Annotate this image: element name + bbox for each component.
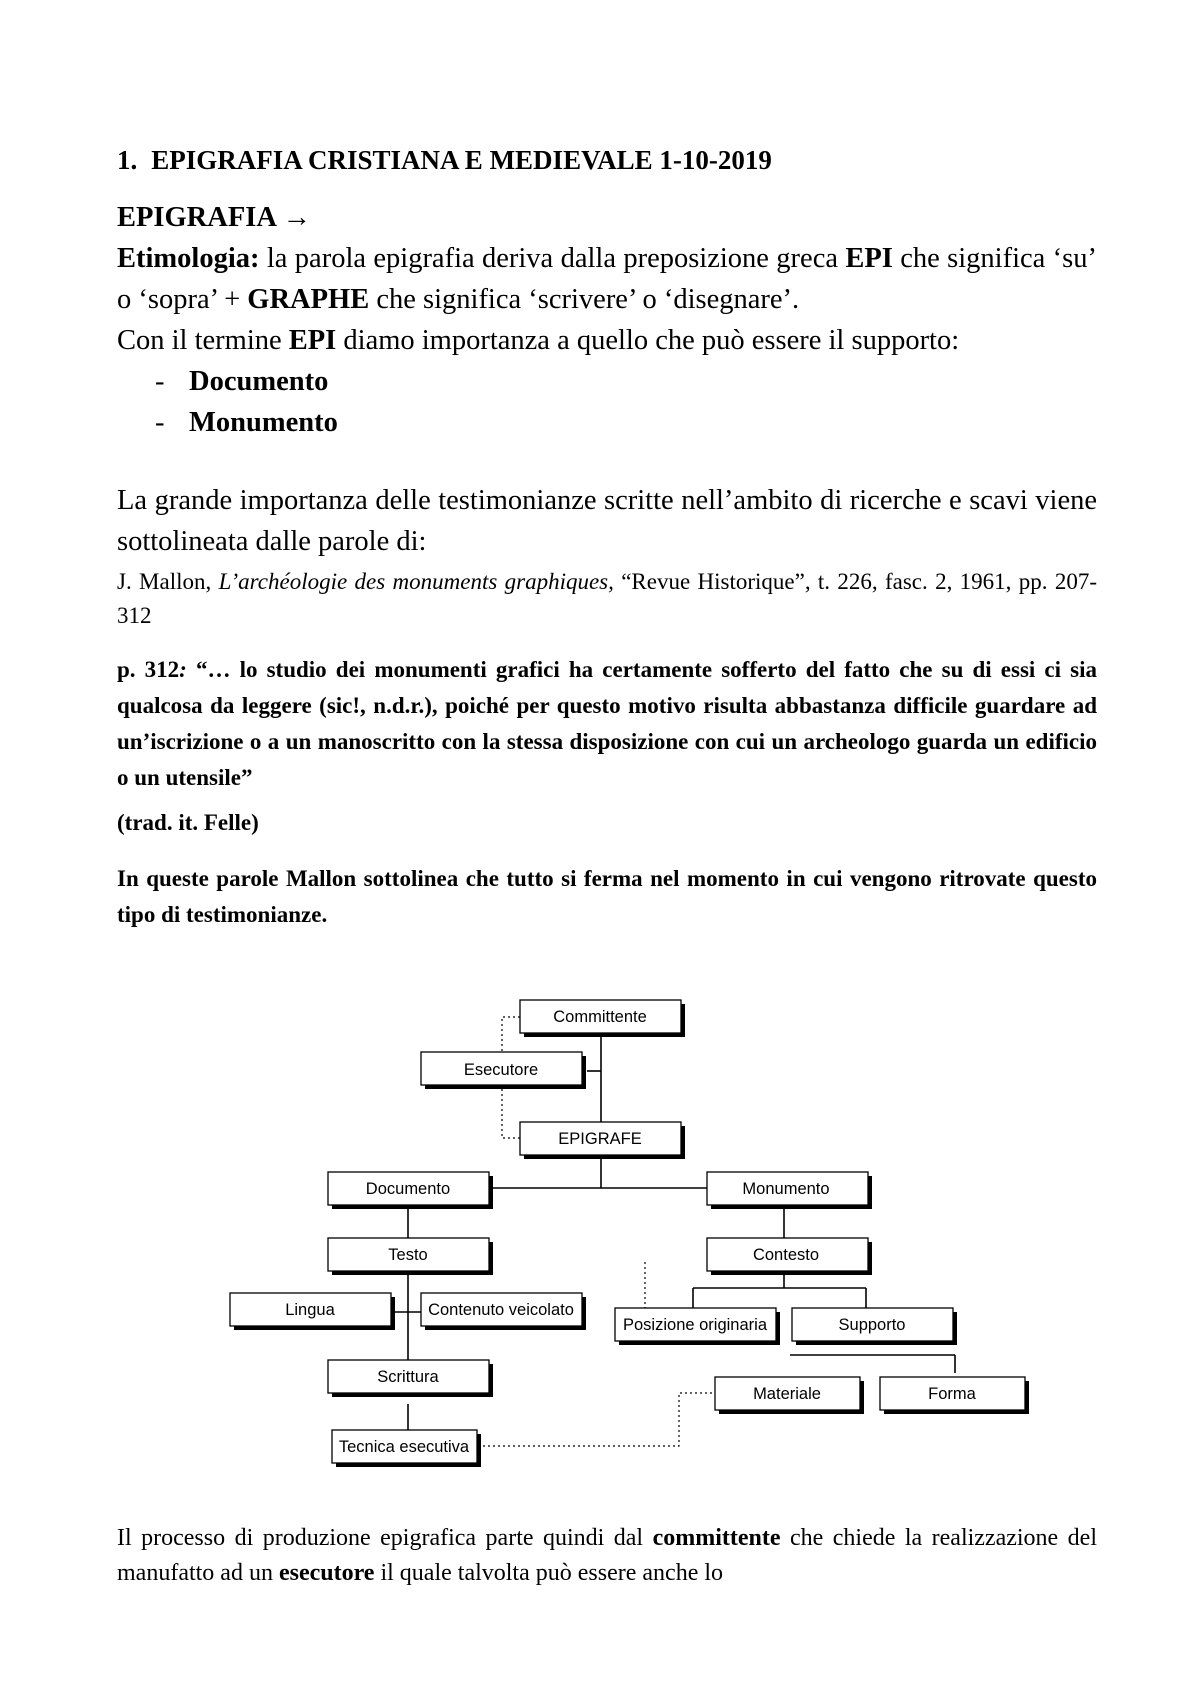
support-epi-term: EPI bbox=[288, 325, 337, 356]
box-posizione-originaria bbox=[615, 1308, 780, 1345]
list-item bbox=[117, 361, 1097, 402]
support-text-2: diamo importanza a quello che può essere il supporto: bbox=[336, 325, 960, 356]
etymology-text-3: che significa ‘scrivere’ o ‘disegnare’. bbox=[369, 284, 800, 315]
box-committente bbox=[520, 1000, 685, 1037]
process-text-2: che chiede la realizzazione del manufatto ad un bbox=[117, 1525, 1097, 1586]
box-materiale bbox=[715, 1377, 864, 1414]
label-posizione-originaria: Posizione originaria bbox=[623, 1316, 767, 1334]
committente-term: committente bbox=[652, 1525, 781, 1551]
etymology-label: Etimologia: bbox=[117, 243, 260, 274]
box-esecutore bbox=[421, 1052, 586, 1089]
support-list bbox=[117, 361, 1097, 443]
box-forma bbox=[880, 1377, 1029, 1414]
box-contenuto-veicolato bbox=[421, 1293, 586, 1330]
title-number: 1. bbox=[117, 145, 138, 175]
mallon-quote bbox=[117, 652, 1097, 796]
epi-term: EPI bbox=[845, 243, 893, 274]
list-item-label: Documento bbox=[189, 366, 329, 397]
label-scrittura: Scrittura bbox=[377, 1368, 439, 1386]
quote-text: “… lo studio dei monumenti grafici ha certamente sofferto del fatto che su di essi ci sia qualcosa da leggere (sic!, n.d.r.), poiché per questo motivo risulta abbastanza difficile guardare ad un’iscrizione o a un manoscritto con la stessa disposizione con cui un archeologo guarda un edificio o un utensile” bbox=[117, 657, 1097, 790]
label-committente: Committente bbox=[553, 1008, 647, 1026]
support-text-1: Con il termine bbox=[117, 325, 289, 356]
box-lingua bbox=[230, 1293, 395, 1330]
list-item-label: Monumento bbox=[189, 407, 338, 438]
citation-source: “Revue Historique”, t. 226, fasc. 2, 1961, pp. 207-312 bbox=[117, 569, 1098, 628]
list-item bbox=[117, 402, 1097, 443]
box-testo bbox=[328, 1238, 493, 1275]
support-sentence bbox=[117, 320, 1097, 361]
label-epigrafe: EPIGRAFE bbox=[558, 1130, 642, 1148]
list-dash: - bbox=[155, 366, 165, 397]
box-monumento bbox=[707, 1172, 872, 1209]
section-heading bbox=[117, 197, 1097, 238]
importance-paragraph: La grande importanza delle testimonianze scritte nell’ambito di ricerche e scavi viene sottolineata dalle parole di: bbox=[117, 485, 1097, 557]
label-contenuto-veicolato: Contenuto veicolato bbox=[428, 1301, 574, 1319]
label-monumento: Monumento bbox=[742, 1180, 830, 1198]
mallon-comment-paragraph: In queste parole Mallon sottolinea che tutto si ferma nel momento in cui vengono ritrovate questo tipo di testimonianze. bbox=[117, 866, 1097, 927]
label-lingua: Lingua bbox=[285, 1301, 335, 1319]
production-process-paragraph bbox=[117, 1521, 1097, 1591]
label-forma: Forma bbox=[928, 1385, 976, 1403]
label-testo: Testo bbox=[388, 1246, 428, 1264]
arrow-icon: → bbox=[282, 202, 311, 233]
citation bbox=[117, 565, 1097, 633]
title-text: EPIGRAFIA CRISTIANA E MEDIEVALE 1-10-2019 bbox=[151, 145, 772, 175]
diagram-boxes bbox=[230, 1000, 1029, 1467]
box-scrittura bbox=[328, 1360, 493, 1397]
translation-note: (trad. it. Felle) bbox=[117, 810, 259, 835]
section-label: EPIGRAFIA bbox=[117, 202, 276, 233]
label-documento: Documento bbox=[365, 1180, 451, 1198]
label-materiale: Materiale bbox=[753, 1385, 821, 1403]
page-title bbox=[117, 145, 772, 176]
etymology-text-1: la parola epigrafia deriva dalla preposizione greca bbox=[259, 243, 846, 274]
epigraphy-production-diagram bbox=[0, 990, 1200, 1470]
label-supporto: Supporto bbox=[838, 1316, 906, 1334]
box-tecnica-esecutiva bbox=[332, 1430, 481, 1467]
box-documento bbox=[328, 1172, 493, 1209]
quote-colon: : bbox=[179, 657, 187, 682]
process-text-3: il quale talvolta può essere anche lo bbox=[374, 1560, 724, 1586]
intro-block bbox=[117, 197, 1097, 443]
quote-page-ref: p. 312 bbox=[117, 657, 180, 682]
esecutore-term: esecutore bbox=[278, 1560, 375, 1586]
graphe-term: GRAPHE bbox=[247, 284, 370, 315]
label-tecnica-esecutiva: Tecnica esecutiva bbox=[338, 1438, 470, 1456]
citation-author: J. Mallon, bbox=[117, 569, 219, 594]
etymology-paragraph bbox=[117, 238, 1097, 320]
process-text-1: Il processo di produzione epigrafica parte quindi dal bbox=[117, 1525, 653, 1551]
box-contesto bbox=[707, 1238, 872, 1275]
box-supporto bbox=[792, 1308, 957, 1345]
etymology-text-2: che significa ‘su’ o ‘sopra’ + bbox=[117, 243, 1097, 315]
label-esecutore: Esecutore bbox=[463, 1061, 539, 1079]
box-epigrafe bbox=[520, 1122, 685, 1159]
citation-title: L’archéologie des monuments graphiques, bbox=[218, 569, 614, 594]
label-contesto: Contesto bbox=[752, 1246, 820, 1264]
list-dash: - bbox=[155, 407, 165, 438]
